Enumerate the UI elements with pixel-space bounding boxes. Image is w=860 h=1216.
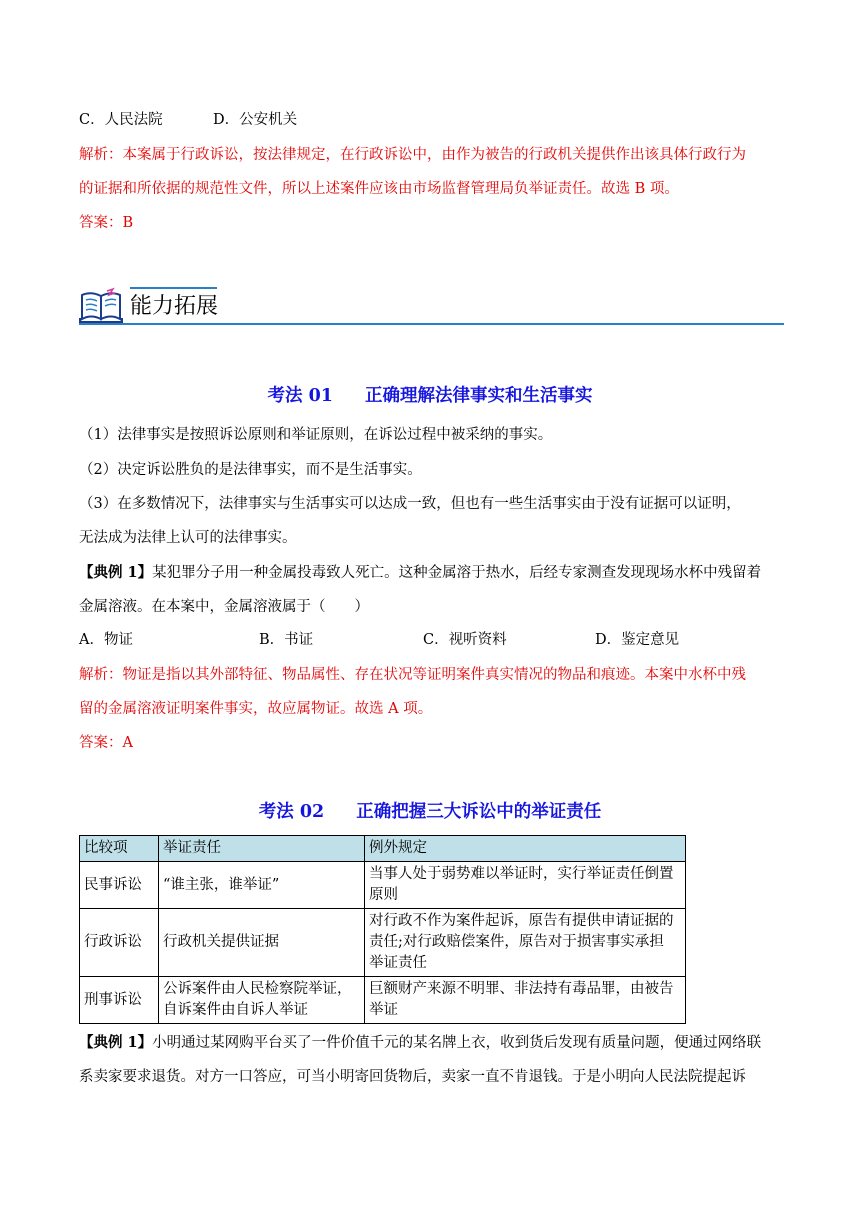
prev-question-options bbox=[79, 110, 297, 130]
prev-analysis-line1: 解析：本案属于行政诉讼，按法律规定，在行政诉讼中，由作为被告的行政机关提供作出该具体行政行为 bbox=[79, 147, 746, 163]
section1-example-line2: 金属溶液。在本案中，金属溶液属于（ ） bbox=[79, 599, 369, 615]
table-cell bbox=[365, 909, 686, 977]
prev-analysis-line2: 的证据和所依据的规范性文件，所以上述案件应该由市场监督管理局负举证责任。故选 B 项。 bbox=[79, 181, 679, 197]
table-cell: “谁主张，谁举证” bbox=[159, 862, 365, 909]
section2-example-line1 bbox=[79, 1033, 761, 1053]
table-cell: 行政机关提供证据 bbox=[159, 909, 365, 977]
table-row bbox=[80, 977, 686, 1024]
section1-analysis-line2: 留的金属溶液证明案件事实，故应属物证。故选 A 项。 bbox=[79, 701, 433, 717]
section1-point3-line1: （3）在多数情况下，法律事实与生活事实可以达成一致，但也有一些生活事实由于没有证据可以证明， bbox=[79, 496, 741, 512]
option-a: A．物证 bbox=[79, 632, 133, 648]
cell-line: 对行政不作为案件起诉，原告有提供申请证据的 bbox=[369, 913, 674, 929]
cell-line: 责任;对行政赔偿案件，原告对于损害事实承担 bbox=[369, 934, 664, 950]
cell-line: 自诉案件由自诉人举证 bbox=[163, 1002, 308, 1018]
table-cell: 行政诉讼 bbox=[80, 909, 159, 977]
section1-number: 考法 01 bbox=[267, 386, 333, 406]
table-cell: 刑事诉讼 bbox=[80, 977, 159, 1024]
section1-options bbox=[79, 630, 679, 650]
table-cell: 民事诉讼 bbox=[80, 862, 159, 909]
prev-answer: 答案：B bbox=[79, 215, 134, 231]
header-underline bbox=[79, 323, 784, 325]
section1-heading: 正确理解法律事实和生活事实 bbox=[364, 386, 593, 406]
section1-analysis-line1: 解析：物证是指以其外部特征、物品属性、存在状况等证明案件真实情况的物品和痕迹。本案中水杯中残 bbox=[79, 667, 746, 683]
table-row bbox=[80, 909, 686, 977]
section2-number: 考法 02 bbox=[258, 802, 325, 822]
section1-point1: （1）法律事实是按照诉讼原则和举证原则，在诉讼过程中被采纳的事实。 bbox=[79, 427, 553, 443]
section2-title bbox=[0, 800, 860, 824]
cell-line: 举证 bbox=[369, 1002, 398, 1018]
table-header-cell: 比较项 bbox=[80, 836, 159, 862]
section1-point3-line2: 无法成为法律上认可的法律事实。 bbox=[79, 530, 297, 546]
table-header-cell: 例外规定 bbox=[365, 836, 686, 862]
example-label: 【典例 1】 bbox=[79, 1034, 153, 1051]
burden-of-proof-table bbox=[79, 835, 686, 1024]
option-c: C．视听资料 bbox=[423, 632, 507, 648]
book-icon bbox=[79, 287, 123, 323]
table-header-cell: 举证责任 bbox=[159, 836, 365, 862]
example-text: 小明通过某网购平台买了一件价值千元的某名牌上衣，收到货后发现有质量问题，便通过网络联 bbox=[152, 1035, 762, 1051]
option-d: D．公安机关 bbox=[213, 112, 298, 128]
header-top-rule bbox=[130, 287, 217, 289]
section1-point2: （2）决定诉讼胜负的是法律事实，而不是生活事实。 bbox=[79, 462, 422, 478]
section1-example-line1 bbox=[79, 563, 761, 583]
section1-answer: 答案：A bbox=[79, 735, 133, 751]
option-d: D．鉴定意见 bbox=[595, 632, 680, 648]
table-cell bbox=[365, 977, 686, 1024]
table-cell bbox=[365, 862, 686, 909]
section2-heading: 正确把握三大诉讼中的举证责任 bbox=[356, 802, 602, 822]
table-cell bbox=[159, 977, 365, 1024]
cell-line: 巨额财产来源不明罪、非法持有毒品罪，由被告 bbox=[369, 981, 674, 997]
section-header-title: 能力拓展 bbox=[130, 294, 219, 319]
table-header-row bbox=[80, 836, 686, 862]
section2-example-line2: 系卖家要求退货。对方一口答应，可当小明寄回货物后，卖家一直不肯退钱。于是小明向人民法院提起诉 bbox=[79, 1069, 746, 1085]
cell-line: 举证责任 bbox=[369, 955, 427, 971]
cell-line: 当事人处于弱势难以举证时，实行举证责任倒置 bbox=[369, 866, 674, 882]
example-text: 某犯罪分子用一种金属投毒致人死亡。这种金属溶于热水，后经专家测查发现现场水杯中残留着 bbox=[152, 565, 762, 581]
cell-line: 公诉案件由人民检察院举证， bbox=[163, 981, 352, 997]
option-c: C．人民法院 bbox=[79, 112, 163, 128]
section1-title bbox=[0, 384, 860, 408]
option-b: B．书证 bbox=[259, 632, 314, 648]
example-label: 【典例 1】 bbox=[79, 564, 153, 581]
cell-line: 原则 bbox=[369, 887, 398, 903]
table-row bbox=[80, 862, 686, 909]
